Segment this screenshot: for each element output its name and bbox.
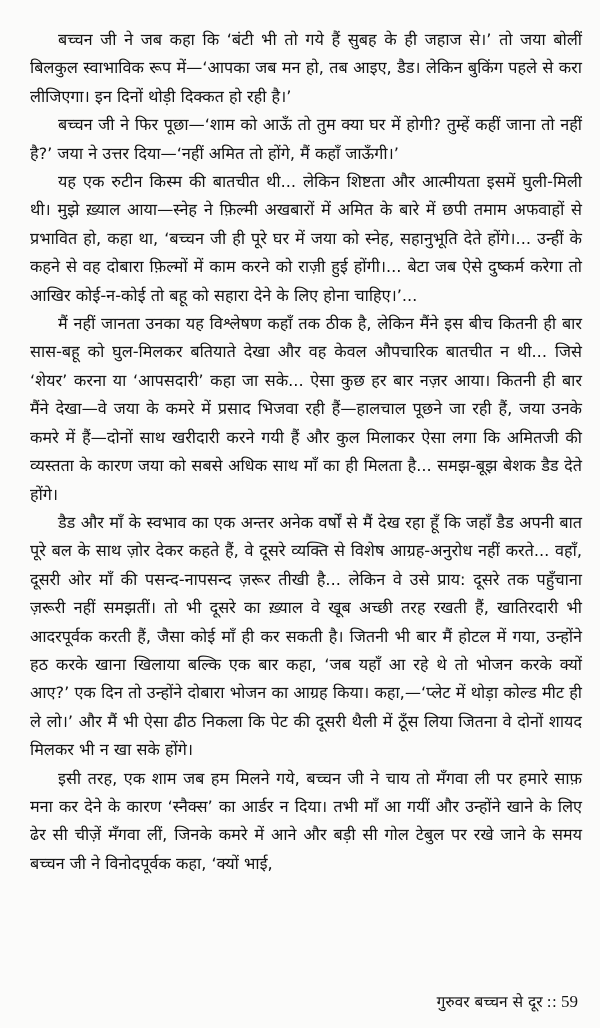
page-number: 59 bbox=[561, 992, 578, 1011]
paragraph-3: यह एक रुटीन किस्म की बातचीत थी... लेकिन शिष्टता और आत्मीयता इसमें घुली-मिली थी। मुझे ख़्याल आया—स्नेह ने फ़िल्मी अखबारों में अमित के बारे में छपी तमाम अफवाहों से प्रभावित हो, कहा था, ‘बच्चन जी ही पूरे घर में जया को स्नेह, सहानुभूति देते होंगे।... उन्हीं के कहने से वह दोबारा फ़िल्मों में काम करने को राज़ी हुई होंगी।... बेटा जब ऐसे दुष्कर्म करेगा तो आखिर कोई-न-कोई तो बहू को सहारा देने के लिए होना चाहिए।’... bbox=[30, 172, 582, 305]
page-footer bbox=[437, 990, 578, 1012]
footer-separator: :: bbox=[546, 993, 557, 1011]
paragraph-5: डैड और माँ के स्वभाव का एक अन्तर अनेक वर्षों से मैं देख रहा हूँ कि जहाँ डैड अपनी बात पूरे बल के साथ ज़ोर देकर कहते हैं, वे दूसरे व्यक्ति से विशेष आग्रह-अनुरोध नहीं करते... वहाँ, दूसरी ओर माँ की पसन्द-नापसन्द ज़रूर तीखी है... लेकिन वे उसे प्राय: दूसरे तक पहुँचाना ज़रूरी नहीं समझतीं। तो भी दूसरे का ख़्याल वे खूब अच्छी तरह रखती हैं, खातिरदारी भी आदरपूर्वक करती हैं, जैसा कोई माँ ही कर सकती है। जितनी भी बार मैं होटल में गया, उन्होंने हठ करके खाना खिलाया बल्कि एक बार कहा, ‘जब यहाँ आ रहे थे तो भोजन करके क्यों आए?’ एक दिन तो उन्होंने दोबारा भोजन का आग्रह किया। कहा,—‘प्लेट में थोड़ा कोल्ड मीट ही ले लो।’ और मैं भी ऐसा ढीठ निकला कि पेट की दूसरी थैली में ठूँस लिया जितना वे दोनों शायद मिलकर भी न खा सके होंगे। bbox=[30, 512, 582, 760]
paragraph-6: इसी तरह, एक शाम जब हम मिलने गये, बच्चन जी ने चाय तो मँगवा ली पर हमारे साफ़ मना कर देने के कारण ‘स्नैक्स’ का आर्डर न दिया। तभी माँ आ गयीं और उन्होंने खाने के लिए ढेर सी चीज़ें मँगवा लीं, जिनके कमरे में आने और बड़ी सी गोल टेबुल पर रखे जाने के समय बच्चन जी ने विनोदपूर्वक कहा, ‘क्यों भाई, bbox=[30, 768, 582, 873]
running-title: गुरुवर बच्चन से दूर bbox=[436, 993, 543, 1011]
paragraph-1: बच्चन जी ने जब कहा कि ‘बंटी भी तो गये हैं सुबह के ही जहाज से।’ तो जया बोलीं बिलकुल स्वाभाविक रूप में—‘आपका जब मन हो, तब आइए, डैड। लेकिन बुकिंग पहले से करा लीजिएगा। इन दिनों थोड़ी दिक्कत हो रही है।’ bbox=[30, 30, 582, 106]
paragraph-2: बच्चन जी ने फिर पूछा—‘शाम को आऊँ तो तुम क्या घर में होगी? तुम्हें कहीं जाना तो नहीं है?’ जया ने उत्तर दिया—‘नहीं अमित तो होंगे, मैं कहाँ जाऊँगी।’ bbox=[30, 115, 582, 163]
paragraph-4: मैं नहीं जानता उनका यह विश्लेषण कहाँ तक ठीक है, लेकिन मैंने इस बीच कितनी ही बार सास-बहू को घुल-मिलकर बतियाते देखा और वह केवल औपचारिक बातचीत न थी... जिसे ‘शेयर’ करना या ‘आपसदारी’ कहा जा सके... ऐसा कुछ हर बार नज़र आया। कितनी ही बार मैंने देखा—वे जया के कमरे में प्रसाद भिजवा रही हैं—हालचाल पूछने जा रही हैं, जया उनके कमरे में हैं—दोनों साथ खरीदारी करने गयी हैं और कुल मिलाकर ऐसा लगा कि अमितजी की व्यस्तता के कारण जया को सबसे अधिक साथ माँ का ही मिलता है... समझ-बूझ बेशक डैड देते होंगे। bbox=[30, 314, 582, 504]
body-text bbox=[30, 26, 582, 878]
